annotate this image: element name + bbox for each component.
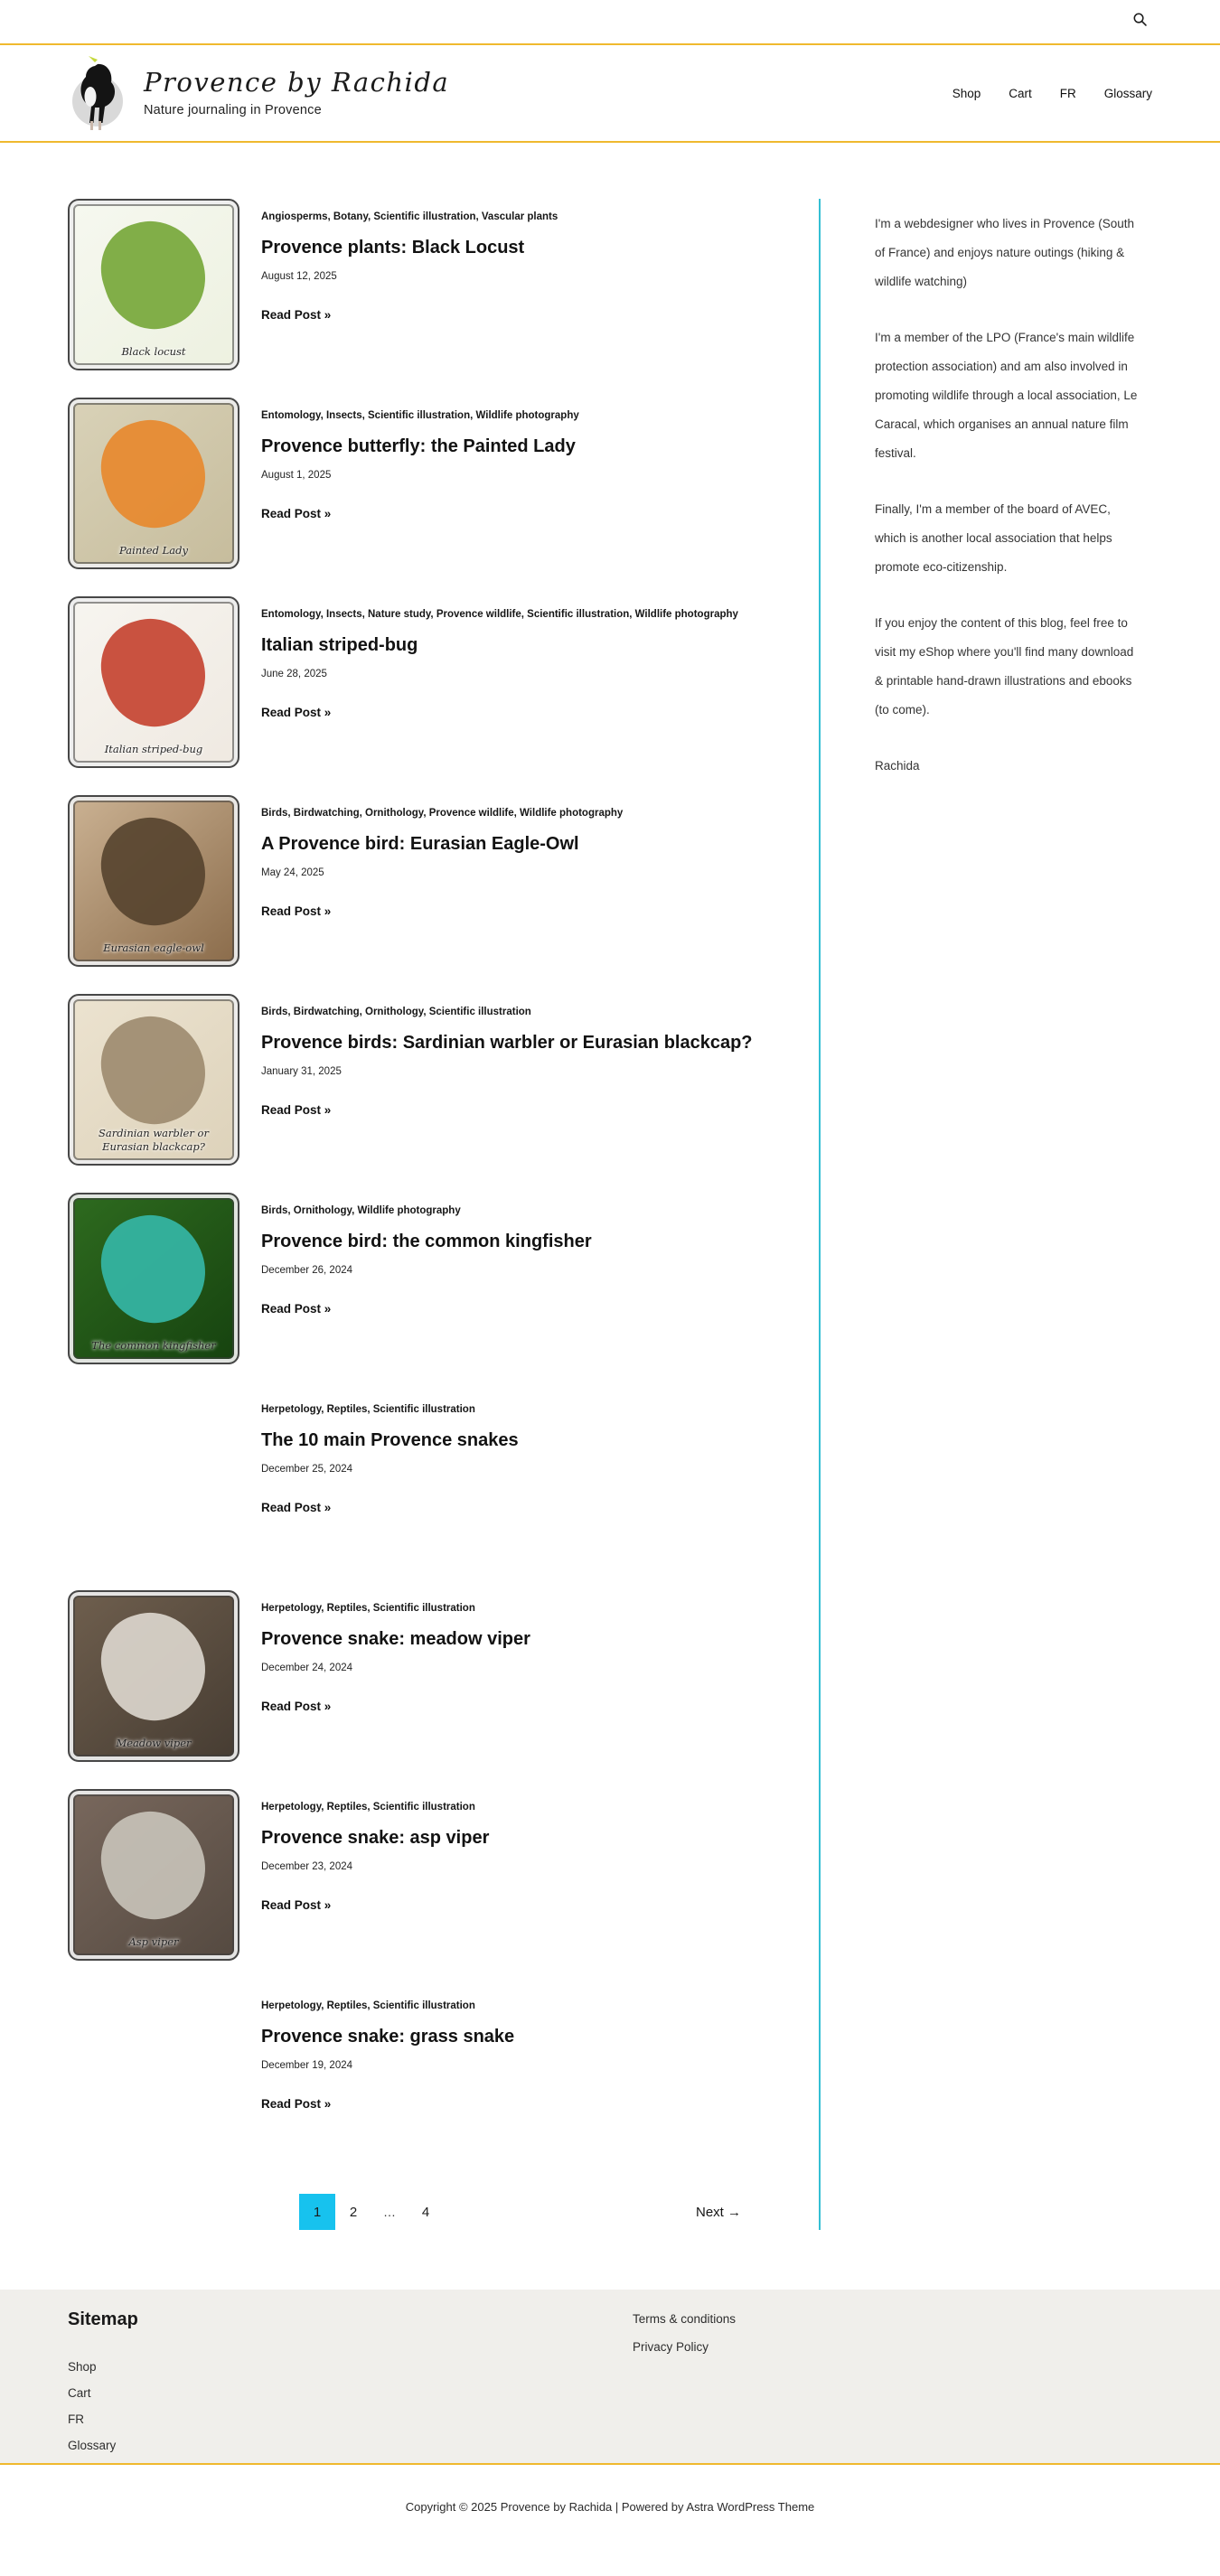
about-signature: Rachida bbox=[875, 759, 920, 773]
read-post-link[interactable]: Read Post » bbox=[261, 706, 332, 719]
thumbnail-caption: Italian striped-bug bbox=[104, 743, 203, 756]
read-post-link[interactable]: Read Post » bbox=[261, 1700, 332, 1713]
pagination-ellipsis: … bbox=[383, 2205, 396, 2219]
footer-link-privacy[interactable]: Privacy Policy bbox=[633, 2340, 709, 2354]
pagination-page-current[interactable]: 1 bbox=[299, 2194, 335, 2230]
post-card bbox=[68, 1988, 819, 2159]
thumbnail-caption: Eurasian eagle-owl bbox=[103, 941, 204, 955]
nav-item-fr[interactable]: FR bbox=[1059, 86, 1076, 100]
post-card bbox=[68, 1391, 819, 1563]
copyright-bar bbox=[0, 2463, 1220, 2549]
post-title[interactable]: The 10 main Provence snakes bbox=[261, 1430, 519, 1450]
post-categories[interactable]: Herpetology, Reptiles, Scientific illustration bbox=[261, 1404, 475, 1415]
read-post-link[interactable]: Read Post » bbox=[261, 904, 332, 918]
post-card bbox=[68, 1789, 819, 1961]
read-post-link[interactable]: Read Post » bbox=[261, 308, 332, 322]
read-post-link[interactable]: Read Post » bbox=[261, 2097, 332, 2111]
blackbird-logo-icon bbox=[68, 119, 126, 135]
thumbnail-art bbox=[89, 1201, 219, 1335]
footer-link-cart[interactable]: Cart bbox=[68, 2386, 91, 2400]
thumbnail-caption: Sardinian warbler or Eurasian blackcap? bbox=[99, 1126, 209, 1154]
post-title[interactable]: Provence plants: Black Locust bbox=[261, 238, 525, 258]
post-card bbox=[68, 795, 819, 967]
post-title[interactable]: Provence snake: asp viper bbox=[261, 1828, 490, 1848]
post-date: December 24, 2024 bbox=[261, 1663, 353, 1673]
thumbnail-caption: Meadow viper bbox=[116, 1737, 192, 1750]
post-categories[interactable]: Angiosperms, Botany, Scientific illustration, Vascular plants bbox=[261, 211, 558, 222]
thumbnail-caption: Asp viper bbox=[128, 1935, 179, 1949]
about-paragraph: Finally, I'm a member of the board of AVEC, which is another local association that helps promote eco-citizenship. bbox=[875, 502, 1112, 574]
post-thumbnail[interactable] bbox=[68, 199, 239, 370]
post-card bbox=[68, 994, 819, 1166]
post-title[interactable]: Italian striped-bug bbox=[261, 635, 418, 655]
post-date: August 12, 2025 bbox=[261, 271, 337, 282]
post-card bbox=[68, 1590, 819, 1762]
thumbnail-art bbox=[89, 1002, 219, 1137]
nav-item-glossary[interactable]: Glossary bbox=[1103, 86, 1152, 100]
main-content bbox=[68, 143, 1152, 2290]
search-button[interactable] bbox=[1132, 12, 1148, 32]
post-date: January 31, 2025 bbox=[261, 1066, 342, 1077]
post-categories[interactable]: Birds, Birdwatching, Ornithology, Provence wildlife, Wildlife photography bbox=[261, 808, 624, 819]
nav-item-cart[interactable]: Cart bbox=[1009, 86, 1032, 100]
legal-links bbox=[633, 2306, 736, 2356]
thumbnail-caption: Black locust bbox=[121, 345, 186, 359]
post-categories[interactable]: Birds, Ornithology, Wildlife photography bbox=[261, 1205, 461, 1216]
read-post-link[interactable]: Read Post » bbox=[261, 1898, 332, 1912]
read-post-link[interactable]: Read Post » bbox=[261, 1103, 332, 1117]
post-title[interactable]: Provence snake: grass snake bbox=[261, 2027, 515, 2047]
post-title[interactable]: A Provence bird: Eurasian Eagle-Owl bbox=[261, 834, 579, 854]
post-date: December 26, 2024 bbox=[261, 1265, 353, 1276]
post-date: December 23, 2024 bbox=[261, 1861, 353, 1872]
pagination-next-button[interactable]: Next → bbox=[695, 2204, 741, 2220]
footer-link-glossary[interactable]: Glossary bbox=[68, 2439, 117, 2452]
site-header bbox=[0, 45, 1220, 143]
post-thumbnail[interactable] bbox=[68, 1590, 239, 1762]
post-thumbnail[interactable] bbox=[68, 398, 239, 569]
pagination bbox=[68, 2194, 819, 2230]
post-date: December 25, 2024 bbox=[261, 1464, 353, 1475]
read-post-link[interactable]: Read Post » bbox=[261, 507, 332, 520]
thumbnail-caption: The common kingfisher bbox=[91, 1339, 216, 1353]
about-paragraph: I'm a member of the LPO (France's main wildlife protection association) and am also involved in promoting wildlife through a local association, Le Caracal, which organises an annual nature film festival. bbox=[875, 331, 1138, 460]
thumbnail-art bbox=[89, 1598, 219, 1733]
footer-link-fr[interactable]: FR bbox=[68, 2412, 84, 2426]
post-card bbox=[68, 596, 819, 768]
post-thumbnail[interactable] bbox=[68, 596, 239, 768]
post-categories[interactable]: Herpetology, Reptiles, Scientific illustration bbox=[261, 2000, 475, 2011]
post-categories[interactable]: Entomology, Insects, Nature study, Provence wildlife, Scientific illustration, Wildlife photography bbox=[261, 609, 738, 620]
footer-link-terms[interactable]: Terms & conditions bbox=[633, 2312, 737, 2326]
post-card bbox=[68, 199, 819, 370]
copyright-text: Copyright © 2025 Provence by Rachida | Powered by Astra WordPress Theme bbox=[405, 2500, 815, 2514]
pagination-page-2[interactable]: 2 bbox=[349, 2204, 358, 2220]
thumbnail-art bbox=[89, 406, 219, 540]
post-thumbnail[interactable] bbox=[68, 994, 239, 1166]
post-card bbox=[68, 1193, 819, 1364]
post-categories[interactable]: Entomology, Insects, Scientific illustration, Wildlife photography bbox=[261, 410, 579, 421]
post-date: August 1, 2025 bbox=[261, 470, 332, 481]
post-list bbox=[68, 199, 819, 2230]
site-logo[interactable] bbox=[68, 55, 127, 131]
thumbnail-caption: Painted Lady bbox=[119, 544, 188, 557]
post-thumbnail[interactable] bbox=[68, 795, 239, 967]
read-post-link[interactable]: Read Post » bbox=[261, 1302, 332, 1316]
read-post-link[interactable]: Read Post » bbox=[261, 1501, 332, 1514]
post-title[interactable]: Provence birds: Sardinian warbler or Eurasian blackcap? bbox=[261, 1033, 753, 1053]
post-thumbnail[interactable] bbox=[68, 1193, 239, 1364]
thumbnail-art bbox=[89, 207, 219, 342]
nav-item-shop[interactable]: Shop bbox=[952, 86, 981, 100]
about-paragraph: I'm a webdesigner who lives in Provence (South of France) and enjoys nature outings (hiking & wildlife watching) bbox=[875, 217, 1134, 288]
site-tagline: Nature journaling in Provence bbox=[144, 103, 322, 118]
post-date: June 28, 2025 bbox=[261, 669, 327, 679]
post-title[interactable]: Provence snake: meadow viper bbox=[261, 1629, 530, 1649]
post-card bbox=[68, 398, 819, 569]
pagination-page-4[interactable]: 4 bbox=[421, 2204, 430, 2220]
sitemap-heading: Sitemap bbox=[68, 2309, 138, 2329]
search-icon bbox=[1132, 12, 1148, 32]
thumbnail-art bbox=[89, 803, 219, 938]
site-title[interactable]: Provence by Rachida bbox=[144, 66, 450, 98]
about-paragraph: If you enjoy the content of this blog, feel free to visit my eShop where you'll find many download & printable hand-drawn illustrations and ebooks (to come). bbox=[875, 616, 1134, 717]
post-date: December 19, 2024 bbox=[261, 2060, 353, 2071]
post-title[interactable]: Provence bird: the common kingfisher bbox=[261, 1232, 592, 1251]
main-nav bbox=[953, 87, 1152, 100]
sitemap-links bbox=[68, 2359, 633, 2454]
top-bar bbox=[0, 0, 1220, 45]
footer bbox=[0, 2290, 1220, 2463]
post-categories[interactable]: Birds, Birdwatching, Ornithology, Scientific illustration bbox=[261, 1007, 531, 1017]
footer-link-shop[interactable]: Shop bbox=[68, 2360, 97, 2374]
post-thumbnail[interactable] bbox=[68, 1789, 239, 1961]
post-categories[interactable]: Herpetology, Reptiles, Scientific illustration bbox=[261, 1603, 475, 1614]
thumbnail-art bbox=[89, 1797, 219, 1932]
post-categories[interactable]: Herpetology, Reptiles, Scientific illustration bbox=[261, 1802, 475, 1813]
thumbnail-art bbox=[89, 604, 219, 739]
post-date: May 24, 2025 bbox=[261, 867, 324, 878]
about-sidebar bbox=[819, 199, 1152, 2230]
post-title[interactable]: Provence butterfly: the Painted Lady bbox=[261, 436, 576, 456]
